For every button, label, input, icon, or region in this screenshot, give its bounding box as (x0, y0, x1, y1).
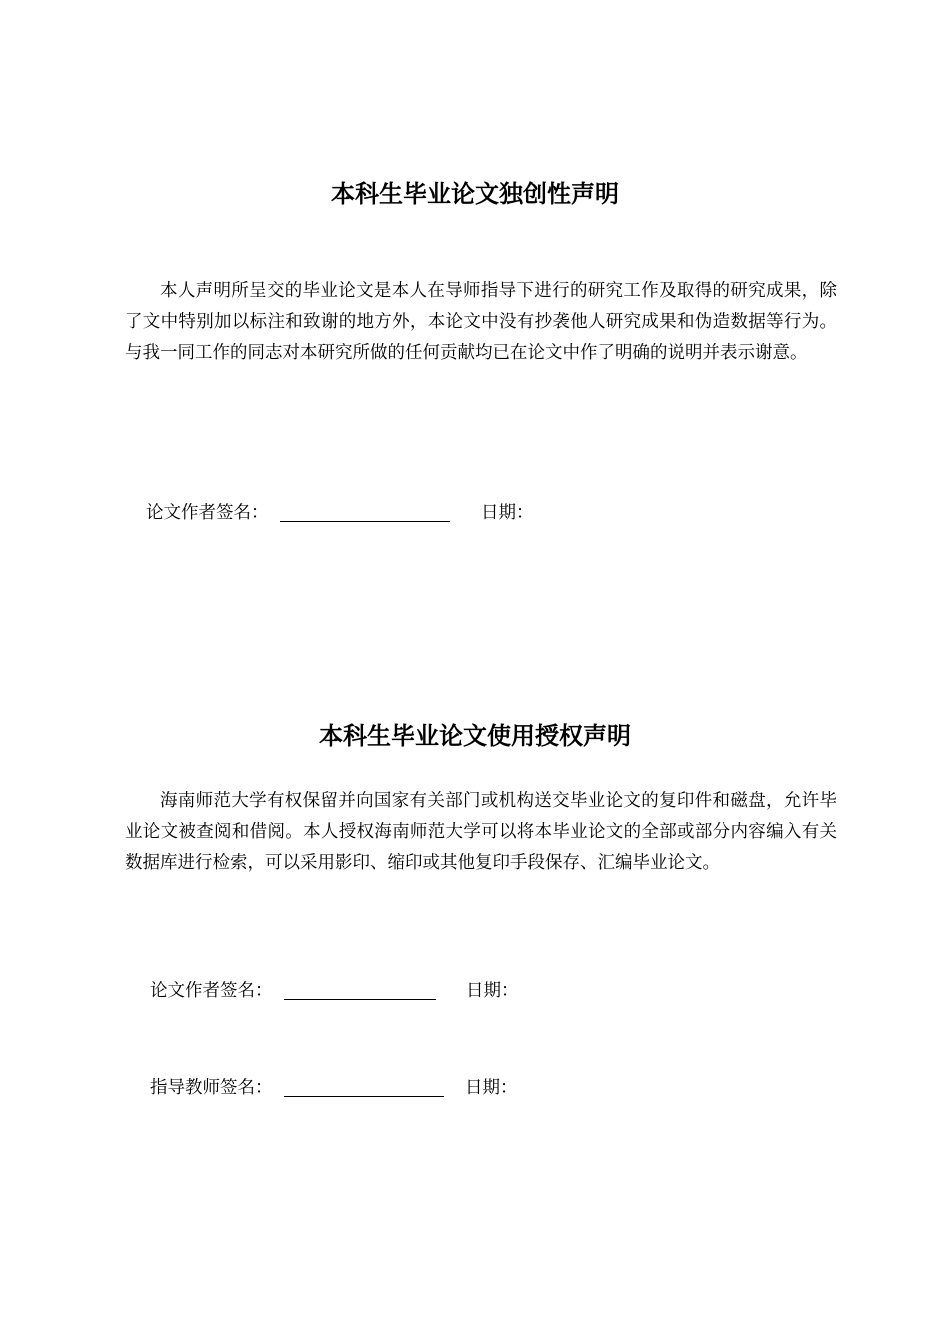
originality-signature-row (146, 500, 566, 526)
advisor-signature-label: 指导教师签名： (150, 1078, 273, 1098)
originality-body: 本人声明所呈交的毕业论文是本人在导师指导下进行的研究工作及取得的研究成果，除了文中特别加以标注和致谢的地方外，本论文中没有抄袭他人研究成果和伪造数据等行为。与我一同工作的同志对本研究所做的任何贡献均已在论文中作了明确的说明并表示谢意。 (125, 281, 837, 363)
authorization-body: 海南师范大学有权保留并向国家有关部门或机构送交毕业论文的复印件和磁盘，允许毕业论文被查阅和借阅。本人授权海南师范大学可以将本毕业论文的全部或部分内容编入有关数据库进行检索，可以采用影印、缩印或其他复印手段保存、汇编毕业论文。 (125, 791, 837, 873)
date-label: 日期： (466, 981, 519, 1001)
authorization-advisor-signature-row (150, 1075, 550, 1101)
date-label: 日期： (481, 503, 534, 523)
author-signature-label: 论文作者签名： (150, 981, 273, 1001)
author-signature-line[interactable] (284, 999, 436, 1000)
advisor-signature-line[interactable] (284, 1096, 444, 1097)
author-signature-label: 论文作者签名： (146, 503, 269, 523)
authorization-author-signature-row (150, 978, 550, 1004)
originality-title: 本科生毕业论文独创性声明 (331, 180, 619, 208)
authorization-title: 本科生毕业论文使用授权声明 (319, 722, 631, 750)
author-signature-line[interactable] (280, 521, 450, 522)
date-label: 日期： (465, 1078, 518, 1098)
